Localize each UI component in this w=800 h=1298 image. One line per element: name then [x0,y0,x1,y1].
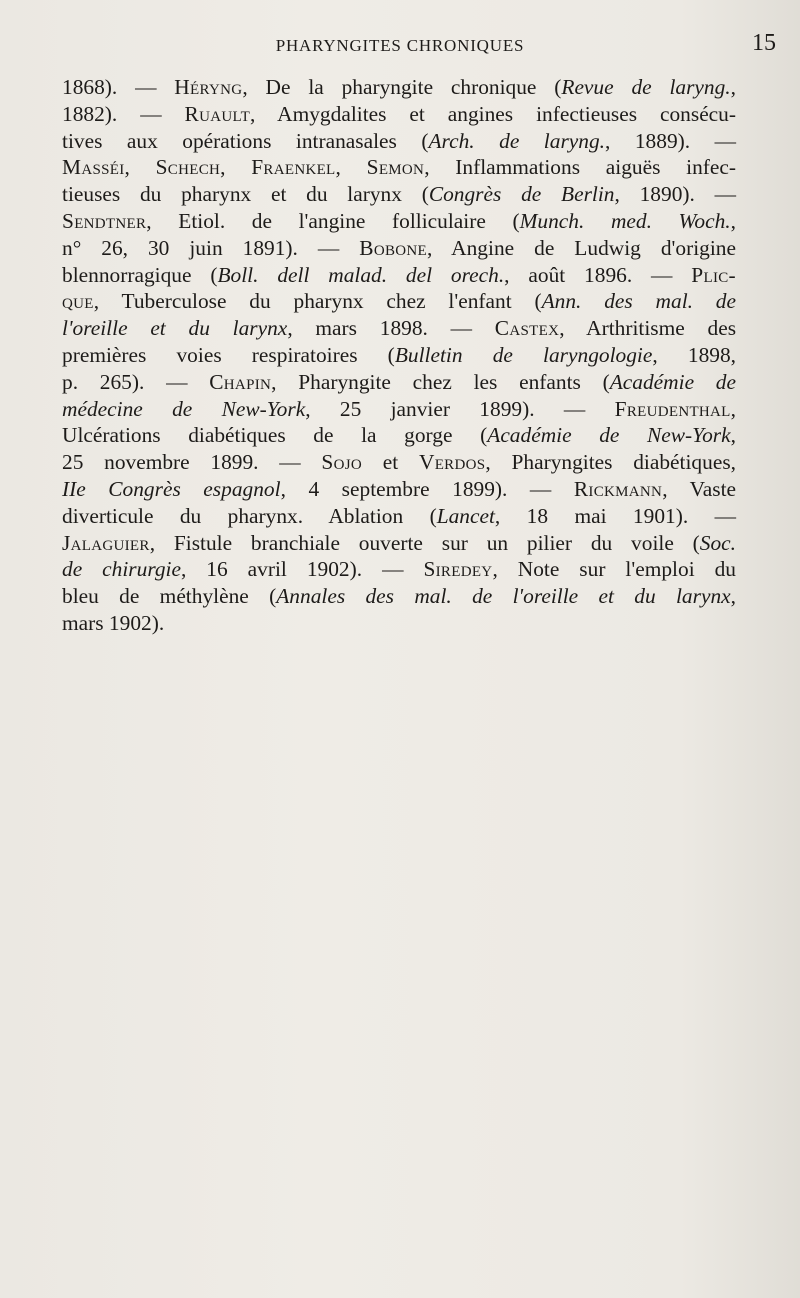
text-run: , août 1896. — [504,262,692,287]
author-name: Sojo [321,450,363,475]
text-line [62,396,736,423]
text-run: et [362,450,419,475]
text-run: , Tuberculose du pharynx chez l'enfant ( [93,289,542,314]
author-name: Masséi [62,155,125,180]
author-name: que [62,289,94,314]
text-run: , Vaste [662,476,737,501]
italic-citation: Ann. des mal. de [541,289,736,314]
text-run: , [124,155,156,180]
text-run: , 16 avril 1902). — [180,557,424,582]
text-run: 25 novembre 1899. — [62,450,322,475]
text-run: blennorragique ( [62,262,218,287]
italic-citation: Académie de New-York [487,423,731,448]
text-line [62,422,736,449]
text-line [62,262,736,289]
text-run: , 1890). — [614,182,736,207]
text-run: , Inflammations aiguës infec- [424,155,737,180]
author-name: Sendtner [62,208,147,233]
italic-citation: Congrès de Berlin [428,182,615,207]
italic-citation: Lancet [436,503,495,528]
italic-citation: Académie de [609,369,736,394]
text-line [62,583,736,610]
text-line [62,181,736,208]
text-run: , [335,155,367,180]
text-run: , De la pharyngite chronique ( [242,75,562,99]
text-run: diverticule du pharynx. Ablation ( [62,503,437,528]
text-line [62,556,736,583]
author-name: Castex [494,316,560,341]
page-number: 15 [752,30,776,56]
text-line [62,128,736,155]
text-run: , [730,208,736,233]
text-run: , Arthritisme des [559,316,737,341]
text-line [62,503,736,530]
author-name: Siredey [423,557,493,582]
text-run: mars 1902). [62,610,165,635]
running-title: PHARYNGITES CHRONIQUES [275,36,525,55]
author-name: Semon [366,155,425,180]
text-line [62,154,736,181]
author-name: Ruault [184,101,251,126]
text-run: , Amygdalites et angines infectieuses consécu- [250,101,736,126]
italic-citation: Revue de laryng. [561,75,731,99]
text-run: , Etiol. de l'angine folliculaire ( [146,208,520,233]
author-name: Verdos [418,450,486,475]
author-name: Héryng [174,75,243,99]
text-run: 1868). — [62,75,175,99]
italic-citation: Soc. [699,530,736,555]
text-run: bleu de méthylène ( [62,584,277,609]
italic-citation: Annales des mal. de l'oreille et du larynx [276,584,731,609]
italic-citation: Bulletin de laryngologie [394,342,653,367]
text-run: , Note sur l'emploi du [492,557,736,582]
text-run: 1882). — [62,101,185,126]
text-run: Ulcérations diabétiques de la gorge ( [62,423,488,448]
text-run: , 18 mai 1901). — [494,503,736,528]
text-run: , Pharyngites diabétiques, [485,450,736,475]
text-run: , 1898, [652,342,736,367]
author-name: Jalaguier [62,530,150,555]
text-run: , [730,75,737,99]
text-run: , [730,584,736,609]
author-name: Rickmann [573,476,663,501]
author-name: Plic- [691,262,736,287]
text-run: , Fistule branchiale ouverte sur un pilier du voile ( [149,530,700,555]
text-run: , mars 1898. — [287,316,495,341]
author-name: Fraenkel [251,155,336,180]
italic-citation: médecine de New-York [62,396,306,421]
text-line [62,449,736,476]
text-line [62,74,736,101]
text-line [62,342,736,369]
text-run: tieuses du pharynx et du larynx ( [62,182,429,207]
text-run: , 1889). — [605,128,737,153]
bibliography-paragraph [62,74,736,637]
text-run: tives aux opérations intranasales ( [62,128,429,153]
text-line [62,101,736,128]
author-name: Schech [155,155,221,180]
text-run: , Angine de Ludwig d'origine [427,235,736,260]
text-run: premières voies respiratoires ( [62,342,395,367]
text-line [62,235,736,262]
text-line [62,208,736,235]
italic-citation: Arch. de laryng. [428,128,606,153]
text-line [62,315,736,342]
italic-citation: de chirurgie [62,557,181,582]
text-line [62,610,736,637]
text-run: , [730,423,736,448]
author-name: Bobone [359,235,427,260]
author-name: Chapin [209,369,272,394]
text-run: p. 265). — [62,369,210,394]
italic-citation: Munch. med. Woch. [519,208,731,233]
text-run: , [220,155,252,180]
text-run: , 4 septembre 1899). — [280,476,574,501]
text-line [62,288,736,315]
italic-citation: Boll. dell malad. del orech. [217,262,505,287]
text-run: , Pharyngite chez les enfants ( [271,369,610,394]
author-name: Freudenthal [614,396,731,421]
text-line [62,530,736,557]
text-run: , 25 janvier 1899). — [305,396,615,421]
page-header [0,30,800,66]
text-line [62,369,736,396]
text-run: , [730,396,736,421]
text-run: n° 26, 30 juin 1891). — [62,235,360,260]
italic-citation: IIe Congrès espagnol [62,476,281,501]
italic-citation: l'oreille et du larynx [62,316,288,341]
text-line [62,476,736,503]
